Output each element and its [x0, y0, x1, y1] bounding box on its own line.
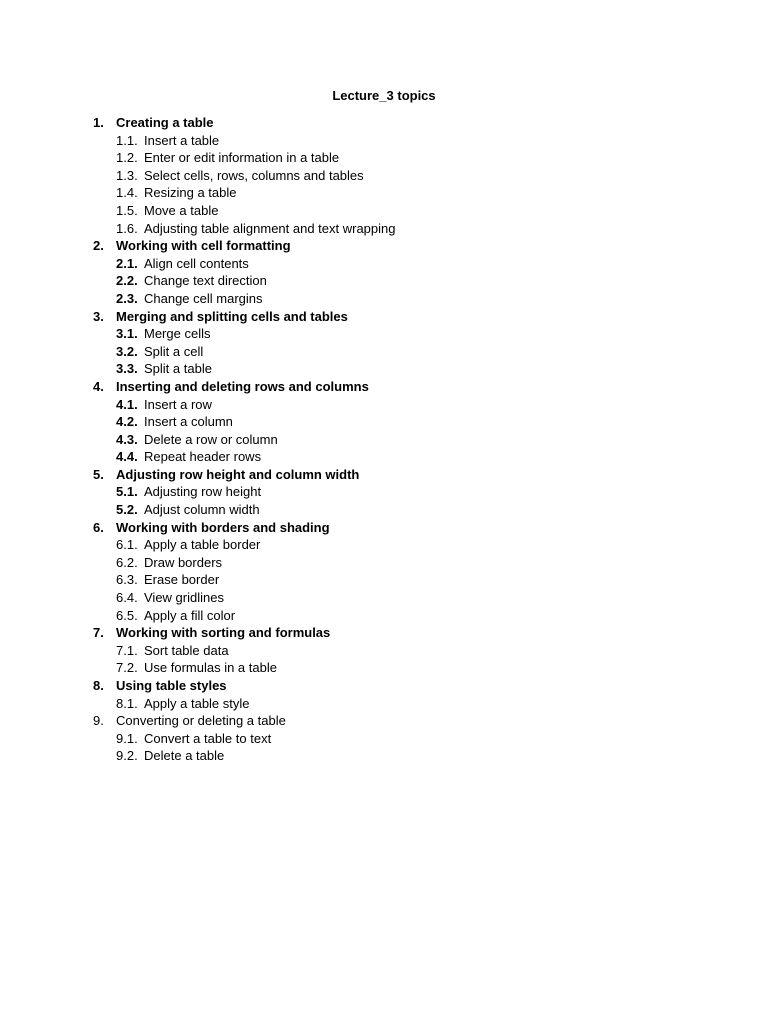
- subtopic-label: Split a table: [144, 361, 212, 377]
- subtopic-number: 9.2.: [116, 748, 138, 764]
- topic-number: 6.: [93, 519, 104, 535]
- topic-number: 8.: [93, 678, 104, 693]
- topic-label: Creating a table: [116, 115, 214, 130]
- subtopic-item: [93, 325, 693, 343]
- subtopic-item: [93, 448, 693, 466]
- topic-outline: [93, 114, 693, 765]
- subtopic-label: Repeat header rows: [144, 449, 262, 465]
- subtopic-number: 2.2.: [116, 273, 138, 289]
- subtopic-item: [93, 132, 693, 150]
- subtopic-label: Apply a table style: [144, 695, 250, 711]
- subtopic-label: Apply a fill color: [144, 607, 236, 623]
- subtopic-item: [93, 272, 693, 290]
- subtopic-number: 2.1.: [116, 255, 138, 271]
- subtopic-label: Delete a row or column: [144, 431, 278, 447]
- topic-heading: [93, 519, 693, 537]
- subtopic-item: [93, 571, 693, 589]
- topic-number: 1.: [93, 115, 104, 130]
- subtopic-label: Move a table: [144, 202, 219, 218]
- topic-heading: [93, 308, 693, 326]
- subtopic-item: [93, 695, 693, 713]
- subtopic-label: Convert a table to text: [144, 730, 272, 746]
- subtopic-number: 4.3.: [116, 431, 138, 447]
- subtopic-number: 3.1.: [116, 326, 138, 342]
- topic-label: Inserting and deleting rows and columns: [116, 378, 369, 394]
- subtopic-number: 4.1.: [116, 396, 138, 412]
- subtopic-label: Select cells, rows, columns and tables: [144, 167, 364, 183]
- subtopic-label: Split a cell: [144, 343, 204, 359]
- subtopic-item: [93, 730, 693, 748]
- subtopic-label: Insert a column: [144, 414, 233, 430]
- topic-number: 7.: [93, 625, 104, 641]
- subtopic-item: [93, 554, 693, 572]
- subtopic-label: Draw borders: [144, 554, 223, 570]
- subtopic-number: 8.1.: [116, 695, 138, 711]
- topic-heading: [93, 114, 693, 132]
- topic-heading: [93, 378, 693, 396]
- subtopic-item: [93, 589, 693, 607]
- subtopic-item: [93, 220, 693, 238]
- topic-number: 3.: [93, 308, 104, 324]
- subtopic-item: [93, 343, 693, 361]
- subtopic-number: 1.6.: [116, 220, 138, 236]
- topic-number: 4.: [93, 378, 104, 394]
- topic-heading: [93, 712, 693, 730]
- subtopic-number: 1.2.: [116, 150, 138, 166]
- subtopic-number: 1.3.: [116, 167, 138, 183]
- document-title: Lecture_3 topics: [332, 88, 436, 103]
- subtopic-number: 5.2.: [116, 502, 138, 518]
- subtopic-label: Align cell contents: [144, 255, 249, 271]
- subtopic-number: 1.1.: [116, 132, 138, 148]
- subtopic-number: 6.4.: [116, 590, 138, 606]
- subtopic-number: 7.1.: [116, 642, 138, 658]
- subtopic-number: 6.5.: [116, 607, 138, 623]
- subtopic-number: 4.2.: [116, 414, 138, 430]
- subtopic-item: [93, 202, 693, 220]
- subtopic-item: [93, 607, 693, 625]
- subtopic-number: 5.1.: [116, 484, 138, 500]
- subtopic-item: [93, 747, 693, 765]
- subtopic-item: [93, 396, 693, 414]
- topic-label: Working with cell formatting: [116, 238, 291, 254]
- subtopic-number: 3.3.: [116, 361, 138, 377]
- topic-label: Converting or deleting a table: [116, 713, 286, 729]
- subtopic-number: 4.4.: [116, 449, 138, 465]
- subtopic-label: Change cell margins: [144, 290, 263, 306]
- topic-label: Using table styles: [116, 678, 227, 693]
- subtopic-label: Change text direction: [144, 273, 267, 289]
- subtopic-label: Insert a row: [144, 396, 212, 412]
- subtopic-label: View gridlines: [144, 590, 224, 606]
- subtopic-number: 3.2.: [116, 343, 138, 359]
- subtopic-number: 1.5.: [116, 202, 138, 218]
- subtopic-item: [93, 642, 693, 660]
- topic-label: Working with sorting and formulas: [116, 625, 331, 641]
- subtopic-item: [93, 536, 693, 554]
- subtopic-item: [93, 290, 693, 308]
- subtopic-item: [93, 184, 693, 202]
- subtopic-label: Use formulas in a table: [144, 660, 277, 676]
- subtopic-number: 7.2.: [116, 660, 138, 676]
- topic-label: Adjusting row height and column width: [116, 466, 360, 482]
- subtopic-number: 6.1.: [116, 537, 138, 553]
- subtopic-item: [93, 413, 693, 431]
- subtopic-item: [93, 483, 693, 501]
- subtopic-label: Erase border: [144, 572, 220, 588]
- subtopic-item: [93, 167, 693, 185]
- subtopic-number: 2.3.: [116, 290, 138, 306]
- topic-heading: [93, 237, 693, 255]
- subtopic-item: [93, 501, 693, 519]
- subtopic-label: Adjusting table alignment and text wrapping: [144, 220, 396, 236]
- topic-number: 5.: [93, 466, 104, 482]
- topic-heading: [93, 677, 693, 695]
- subtopic-label: Apply a table border: [144, 537, 261, 553]
- subtopic-item: [93, 431, 693, 449]
- subtopic-label: Adjusting row height: [144, 484, 262, 500]
- subtopic-item: [93, 255, 693, 273]
- subtopic-item: [93, 659, 693, 677]
- subtopic-label: Adjust column width: [144, 502, 260, 518]
- subtopic-number: 9.1.: [116, 730, 138, 746]
- subtopic-item: [93, 149, 693, 167]
- subtopic-label: Delete a table: [144, 748, 225, 764]
- topic-number: 9.: [93, 713, 104, 729]
- subtopic-label: Resizing a table: [144, 185, 237, 201]
- subtopic-item: [93, 360, 693, 378]
- topic-number: 2.: [93, 238, 104, 254]
- subtopic-label: Merge cells: [144, 326, 211, 342]
- subtopic-number: 6.3.: [116, 572, 138, 588]
- topic-label: Working with borders and shading: [116, 519, 330, 535]
- subtopic-label: Enter or edit information in a table: [144, 150, 340, 166]
- subtopic-label: Sort table data: [144, 642, 229, 658]
- subtopic-number: 1.4.: [116, 185, 138, 201]
- subtopic-number: 6.2.: [116, 554, 138, 570]
- topic-label: Merging and splitting cells and tables: [116, 308, 348, 324]
- subtopic-label: Insert a table: [144, 132, 220, 148]
- topic-heading: [93, 466, 693, 484]
- topic-heading: [93, 624, 693, 642]
